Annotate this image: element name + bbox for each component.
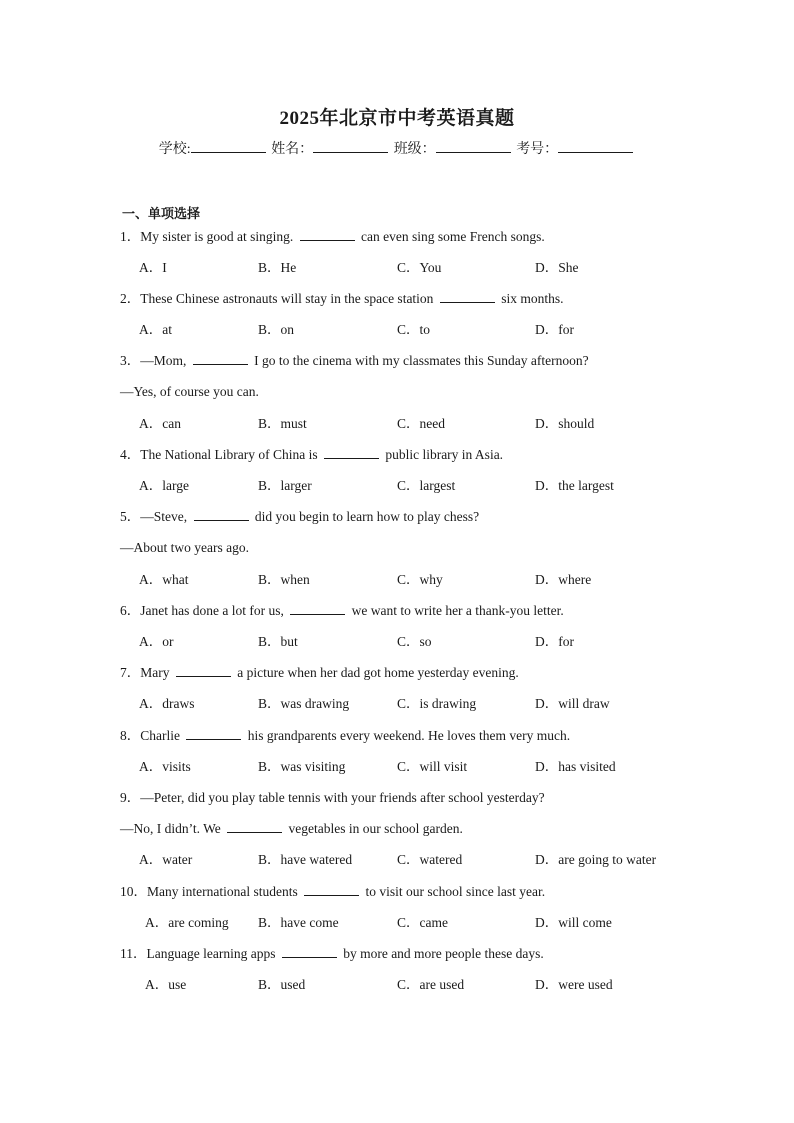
option-c[interactable]: C．will visit <box>397 759 468 774</box>
option-c[interactable]: C．largest <box>397 478 456 493</box>
option-d[interactable]: D．will draw <box>535 696 610 711</box>
answer-blank <box>282 946 337 958</box>
answer-blank <box>440 291 495 303</box>
option-d[interactable]: D．will come <box>535 915 612 930</box>
question-9: 9．—Peter, did you play table tennis with your friends after school yesterday? <box>120 790 545 805</box>
option-c[interactable]: C．is drawing <box>397 696 477 711</box>
question-6: 6．Janet has done a lot for us, we want to write her a thank-you letter. <box>120 603 564 618</box>
question-3-dialogue: —Yes, of course you can. <box>120 384 259 399</box>
option-a[interactable]: A．visits <box>139 759 191 774</box>
question-11: 11．Language learning apps by more and more people these days. <box>120 946 544 961</box>
name-label: 姓名： <box>271 142 314 157</box>
school-label: 学校: <box>158 142 191 157</box>
option-d[interactable]: D．the largest <box>535 478 614 493</box>
option-c[interactable]: C．so <box>397 634 432 649</box>
option-c[interactable]: C．watered <box>397 852 463 867</box>
option-d[interactable]: D．were used <box>535 977 613 992</box>
answer-blank <box>227 821 282 833</box>
question-9-dialogue: —No, I didn’t. We vegetables in our school garden. <box>120 821 463 836</box>
option-d[interactable]: D．for <box>535 634 574 649</box>
option-b[interactable]: B．have watered <box>258 852 353 867</box>
question-10: 10．Many international students to visit our school since last year. <box>120 884 546 899</box>
name-blank[interactable] <box>313 140 388 153</box>
question-2: 2．These Chinese astronauts will stay in the space station six months. <box>120 291 564 306</box>
option-b[interactable]: B．when <box>258 572 310 587</box>
option-c[interactable]: C．are used <box>397 977 465 992</box>
option-b[interactable]: B．was visiting <box>258 759 346 774</box>
option-b[interactable]: B．used <box>258 977 306 992</box>
answer-blank <box>176 665 231 677</box>
option-b[interactable]: B．larger <box>258 478 312 493</box>
answer-blank <box>324 447 379 459</box>
option-a[interactable]: A．can <box>139 416 181 431</box>
exam-no-label: 考号： <box>516 142 559 157</box>
option-d[interactable]: D．where <box>535 572 592 587</box>
option-d[interactable]: D．for <box>535 322 574 337</box>
option-d[interactable]: D．should <box>535 416 595 431</box>
question-1: 1．My sister is good at singing. can even sing some French songs. <box>120 229 545 244</box>
answer-blank <box>194 509 249 521</box>
class-blank[interactable] <box>436 140 511 153</box>
section-heading: 一、单项选择 <box>122 206 201 221</box>
option-c[interactable]: C．to <box>397 322 431 337</box>
option-b[interactable]: B．was drawing <box>258 696 350 711</box>
option-a[interactable]: A．I <box>139 260 167 275</box>
question-4: 4．The National Library of China is public library in Asia. <box>120 447 504 462</box>
option-a[interactable]: A．use <box>145 977 187 992</box>
question-5: 5．—Steve, did you begin to learn how to play chess? <box>120 509 480 524</box>
answer-blank <box>193 353 248 365</box>
option-c[interactable]: C．came <box>397 915 448 930</box>
answer-blank <box>186 728 241 740</box>
option-c[interactable]: C．why <box>397 572 443 587</box>
page-title: 2025年北京市中考英语真题 <box>279 108 515 129</box>
student-info-line <box>0 138 794 158</box>
option-d[interactable]: D．She <box>535 260 579 275</box>
option-b[interactable]: B．He <box>258 260 297 275</box>
answer-blank <box>304 884 359 896</box>
question-5-dialogue: —About two years ago. <box>120 540 249 555</box>
option-a[interactable]: A．what <box>139 572 189 587</box>
answer-blank <box>300 229 355 241</box>
option-b[interactable]: B．must <box>258 416 307 431</box>
option-a[interactable]: A．draws <box>139 696 195 711</box>
option-a[interactable]: A．large <box>139 478 189 493</box>
option-b[interactable]: B．have come <box>258 915 339 930</box>
option-d[interactable]: D．are going to water <box>535 852 657 867</box>
option-a[interactable]: A．are coming <box>145 915 229 930</box>
option-c[interactable]: C．You <box>397 260 442 275</box>
option-a[interactable]: A．at <box>139 322 172 337</box>
class-label: 班级： <box>393 142 436 157</box>
question-3: 3．—Mom, I go to the cinema with my classmates this Sunday afternoon? <box>120 353 589 368</box>
question-8: 8．Charlie his grandparents every weekend. He loves them very much. <box>120 728 571 743</box>
answer-blank <box>290 603 345 615</box>
school-blank[interactable] <box>191 140 266 153</box>
option-b[interactable]: B．on <box>258 322 295 337</box>
option-b[interactable]: B．but <box>258 634 298 649</box>
option-d[interactable]: D．has visited <box>535 759 616 774</box>
option-a[interactable]: A．water <box>139 852 193 867</box>
option-c[interactable]: C．need <box>397 416 445 431</box>
option-a[interactable]: A．or <box>139 634 174 649</box>
question-7: 7．Mary a picture when her dad got home yesterday evening. <box>120 665 519 680</box>
exam-no-blank[interactable] <box>558 140 633 153</box>
